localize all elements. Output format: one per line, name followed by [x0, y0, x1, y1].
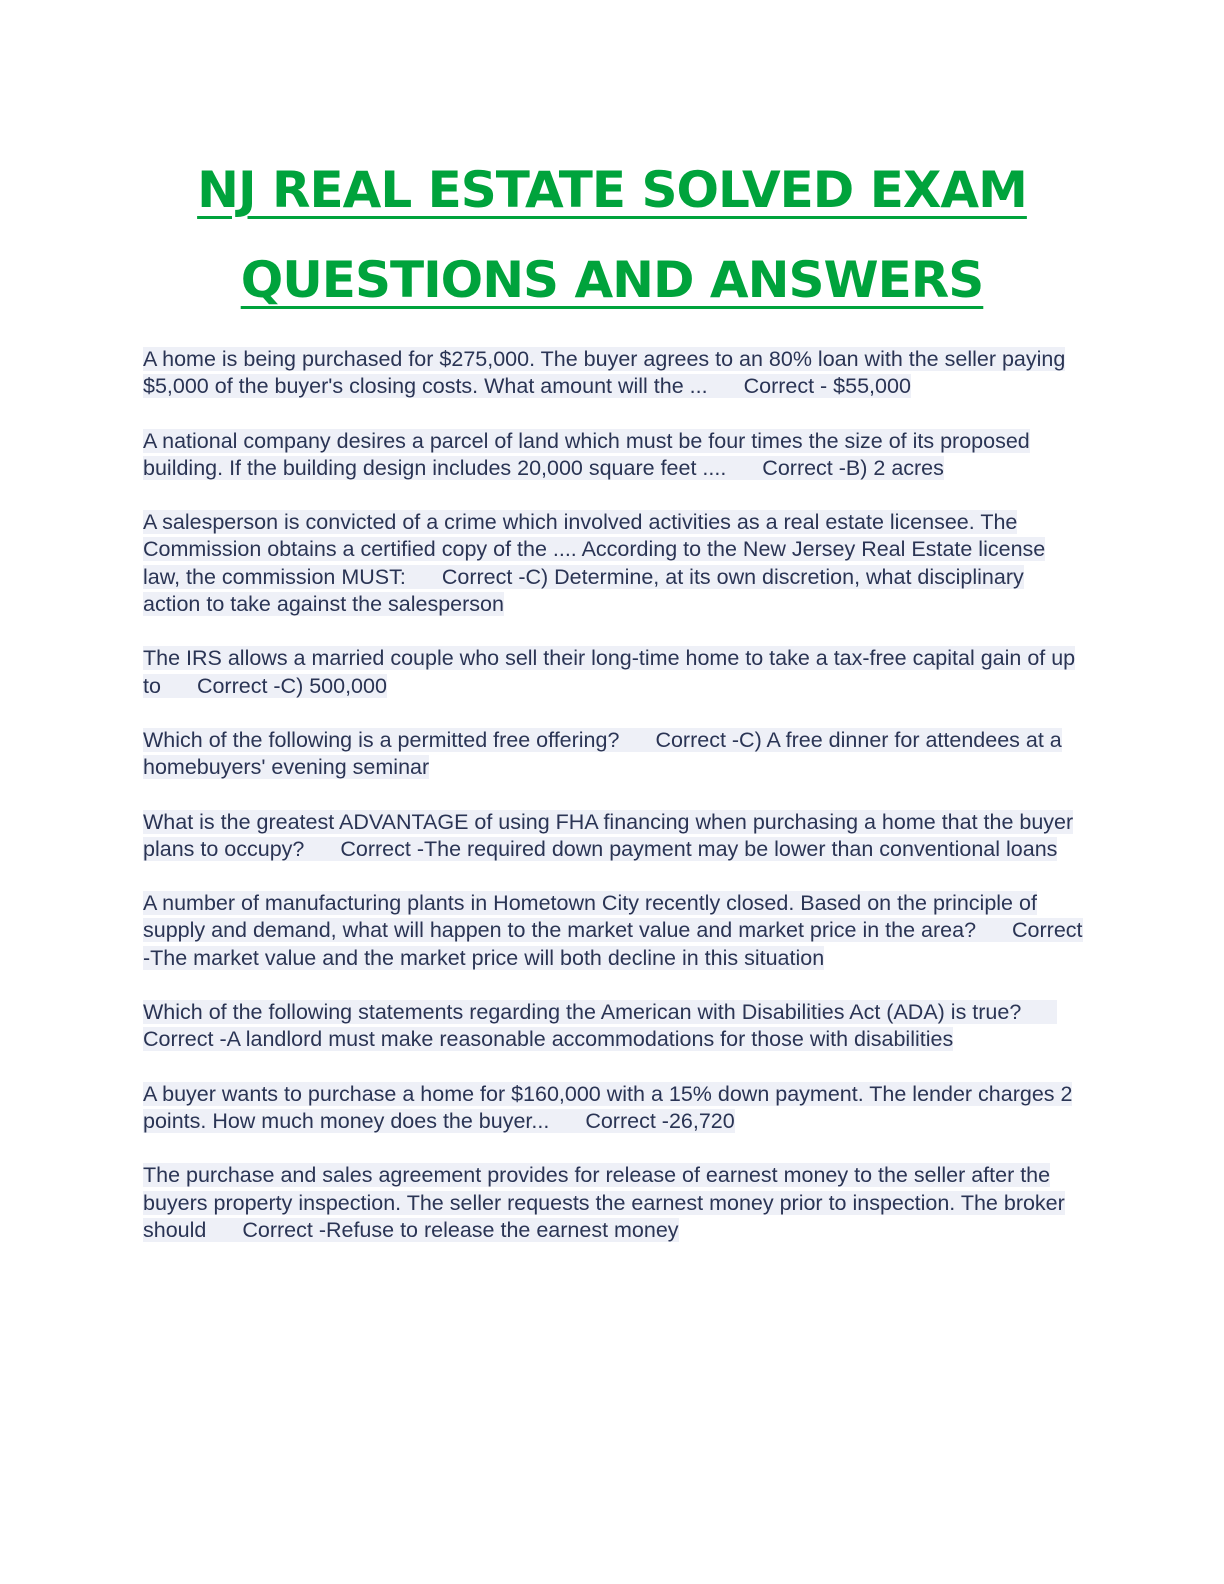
qa-item: [143, 1162, 1083, 1244]
answer-text: Correct -Refuse to release the earnest money: [242, 1217, 679, 1242]
document-title: [100, 145, 1124, 325]
qa-item: [143, 727, 1083, 782]
answer-text: Correct -The market value and the market price will both decline in this situation: [143, 918, 1083, 970]
question-text: A number of manufacturing plants in Hometown City recently closed. Based on the principle of supply and demand, what will happen to the market value and market price in the area?: [143, 891, 1037, 943]
qa-item: [143, 428, 1083, 483]
answer-text: Correct - $55,000: [743, 374, 911, 399]
question-text: A home is being purchased for $275,000. The buyer agrees to an 80% loan with the seller paying $5,000 of the buyer's closing costs. What amount will the ...: [143, 347, 1066, 399]
question-text: The purchase and sales agreement provides for release of earnest money to the seller after the buyers property inspection. The seller requests the earnest money prior to inspection. The broker should: [143, 1163, 1065, 1242]
question-text: What is the greatest ADVANTAGE of using FHA financing when purchasing a home that the buyer plans to occupy?: [143, 809, 1074, 861]
question-text: A salesperson is convicted of a crime which involved activities as a real estate licensee. The Commission obtains a certified copy of the .... According to the New Jersey Real Estate license law, the commission MUST:: [143, 510, 1046, 589]
answer-text: Correct -C) A free dinner for attendees at a homebuyers' evening seminar: [143, 727, 1062, 780]
qa-item: [143, 346, 1083, 401]
title-line-1: NJ REAL ESTATE SOLVED EXAM: [197, 161, 1027, 219]
qa-list: [143, 346, 1083, 1271]
qa-item: [143, 999, 1083, 1054]
question-text: A national company desires a parcel of land which must be four times the size of its proposed building. If the building design includes 20,000 square feet ....: [143, 428, 1030, 480]
answer-text: Correct -26,720: [585, 1108, 735, 1133]
qa-item: [143, 645, 1083, 700]
question-text: A buyer wants to purchase a home for $160,000 with a 15% down payment. The lender charges 2 points. How much money does the buyer...: [143, 1081, 1073, 1133]
answer-text: Correct -C) 500,000: [196, 673, 387, 698]
title-line-2: QUESTIONS AND ANSWERS: [240, 251, 984, 309]
qa-item: [143, 509, 1083, 618]
qa-item: [143, 890, 1083, 972]
question-text: Which of the following statements regarding the American with Disabilities Act (ADA) is true?: [143, 1000, 1022, 1025]
answer-text: Correct -C) Determine, at its own discretion, what disciplinary action to take against the salesperson: [143, 564, 1024, 617]
question-text: Which of the following is a permitted free offering?: [143, 727, 620, 752]
answer-text: Correct -B) 2 acres: [762, 455, 944, 480]
qa-item: [143, 1081, 1083, 1136]
answer-text: Correct -A landlord must make reasonable accommodations for those with disabilities: [143, 1027, 954, 1052]
answer-text: Correct -The required down payment may be lower than conventional loans: [340, 836, 1058, 861]
question-text: The IRS allows a married couple who sell their long-time home to take a tax-free capital gain of up to: [143, 646, 1076, 698]
qa-item: [143, 809, 1083, 864]
